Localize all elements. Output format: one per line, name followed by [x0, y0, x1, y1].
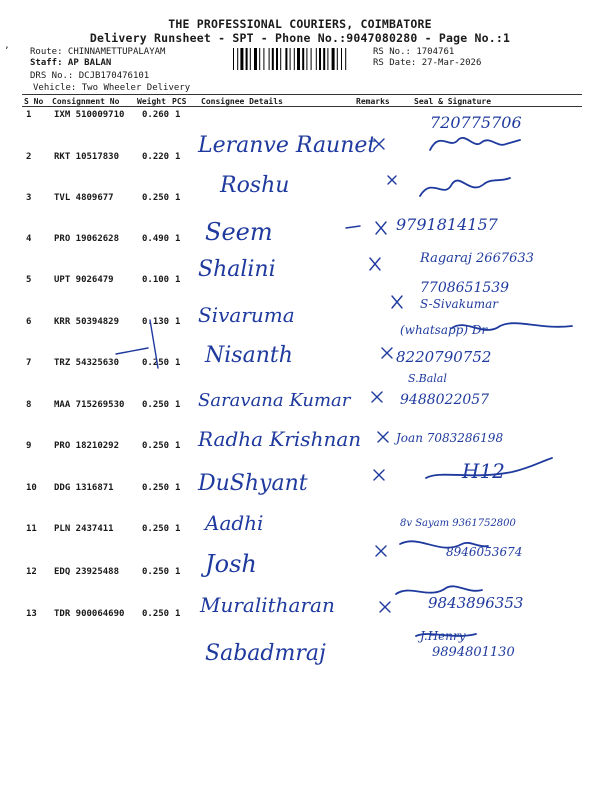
- handwritten-number: S-Sivakumar: [420, 297, 498, 311]
- row-consignment: MAA 715269530: [54, 400, 125, 410]
- row-sno: 1: [26, 110, 32, 120]
- row-weight: 0.220: [142, 152, 170, 162]
- table-row: [0, 567, 600, 607]
- table-row: [0, 234, 600, 274]
- row-consignment: PLN 2437411: [54, 524, 114, 534]
- table-row: [0, 193, 600, 233]
- handwritten-name: Sabadmraj: [205, 641, 326, 666]
- row-consignment: RKT 10517830: [54, 152, 120, 162]
- barcode-bar: [316, 48, 317, 70]
- row-pcs: 1: [175, 110, 181, 120]
- company-title: THE PROFESSIONAL COURIERS, COIMBATORE: [168, 17, 432, 31]
- row-consignment: TDR 900064690: [54, 609, 125, 619]
- handwritten-number: H12: [462, 459, 505, 483]
- row-sno: 3: [26, 193, 32, 203]
- row-weight: 0.100: [142, 275, 170, 285]
- handwritten-name: Muralitharan: [200, 593, 335, 617]
- row-sno: 11: [26, 524, 37, 534]
- barcode-bar: [259, 48, 260, 70]
- table-row: [0, 441, 600, 481]
- barcode-bar: [319, 48, 321, 70]
- col-consignment: Consignment No: [52, 97, 120, 106]
- row-sno: 9: [26, 441, 32, 451]
- row-weight: 0.130: [142, 317, 170, 327]
- row-weight: 0.490: [142, 234, 170, 244]
- row-pcs: 1: [175, 609, 181, 619]
- handwritten-name: Aadhi: [205, 511, 264, 535]
- row-pcs: 1: [175, 400, 181, 410]
- row-consignment: TRZ 54325630: [54, 358, 120, 368]
- barcode-bar: [263, 48, 264, 70]
- handwritten-number: 9894801130: [432, 645, 515, 660]
- staff-label: Staff: AP BALAN: [30, 58, 112, 68]
- handwritten-number: J.Henry: [420, 629, 466, 643]
- row-consignment: UPT 9026479: [54, 275, 114, 285]
- drs-label: DRS No.: DCJB170476101: [30, 71, 150, 81]
- handwritten-name: Roshu: [220, 173, 290, 198]
- handwritten-name: Saravana Kumar: [198, 390, 351, 411]
- row-pcs: 1: [175, 524, 181, 534]
- col-consignee: Consignee Details: [201, 97, 283, 106]
- handwritten-name: DuShyant: [198, 471, 308, 496]
- handwritten-number: 7708651539: [420, 280, 510, 296]
- handwritten-name: Seem: [205, 218, 273, 246]
- table-row: [0, 110, 600, 150]
- row-weight: 0.250: [142, 524, 170, 534]
- handwritten-number: 9791814157: [396, 215, 498, 234]
- rs-number: RS No.: 1704761: [373, 47, 455, 57]
- barcode-bar: [269, 48, 270, 70]
- handwritten-name: Leranve Raunet: [198, 133, 377, 158]
- handwritten-number: 9843896353: [428, 594, 524, 612]
- barcode-bar: [276, 48, 278, 70]
- row-pcs: 1: [175, 483, 181, 493]
- col-weight: Weight: [137, 97, 166, 106]
- barcode-bar: [345, 48, 346, 70]
- table-row: [0, 358, 600, 398]
- handwritten-number: 8946053674: [446, 545, 523, 559]
- row-sno: 6: [26, 317, 32, 327]
- barcode-bar: [246, 48, 248, 70]
- row-consignment: IXM 510009710: [54, 110, 125, 120]
- row-weight: 0.250: [142, 609, 170, 619]
- handwritten-name: Shalini: [198, 257, 276, 282]
- row-consignment: TVL 4809677: [54, 193, 114, 203]
- handwritten-number: Ragaraj 2667633: [420, 251, 534, 266]
- handwritten-number: 720775706: [430, 113, 522, 132]
- table-row: [0, 524, 600, 564]
- row-weight: 0.250: [142, 483, 170, 493]
- row-pcs: 1: [175, 567, 181, 577]
- row-pcs: 1: [175, 317, 181, 327]
- barcode-bar: [297, 48, 300, 70]
- handwritten-name: Sivaruma: [198, 303, 295, 327]
- row-sno: 10: [26, 483, 37, 493]
- route-label: Route: CHINNAMETTUPALAYAM: [30, 47, 166, 57]
- row-pcs: 1: [175, 275, 181, 285]
- row-consignment: PRO 18210292: [54, 441, 120, 451]
- barcode-bar: [311, 48, 312, 70]
- runsheet-subtitle: Delivery Runsheet - SPT - Phone No.:9047080280 - Page No.:1: [89, 31, 511, 45]
- col-sno: S No: [24, 97, 44, 106]
- handwritten-number: (whatsapp) Dr: [400, 323, 488, 337]
- barcode-bar: [306, 48, 307, 70]
- row-pcs: 1: [175, 193, 181, 203]
- handwritten-name: Nisanth: [205, 343, 293, 368]
- barcode-bar: [285, 48, 287, 70]
- row-pcs: 1: [175, 441, 181, 451]
- table-row: [0, 483, 600, 523]
- barcode-bar: [294, 48, 295, 70]
- row-sno: 7: [26, 358, 32, 368]
- table-row: [0, 317, 600, 357]
- row-weight: 0.250: [142, 441, 170, 451]
- handwritten-name: Radha Krishnan: [198, 427, 362, 451]
- barcode-bar: [233, 48, 234, 70]
- barcode-bar: [280, 48, 281, 70]
- row-weight: 0.250: [142, 193, 170, 203]
- handwritten-name: Josh: [205, 550, 257, 578]
- row-weight: 0.250: [142, 358, 170, 368]
- barcode-bar: [341, 48, 342, 70]
- header-bottom-rule: [22, 106, 582, 107]
- row-pcs: 1: [175, 234, 181, 244]
- barcode-bar: [302, 48, 304, 70]
- row-consignment: DDG 1316871: [54, 483, 114, 493]
- vehicle-label: Vehicle: Two Wheeler Delivery: [33, 83, 191, 93]
- barcode-bar: [254, 48, 257, 70]
- barcode-bar: [237, 48, 238, 70]
- barcode-bar: [272, 48, 274, 70]
- row-sno: 12: [26, 567, 37, 577]
- rs-date: RS Date: 27-Mar-2026: [373, 58, 482, 68]
- handwritten-number: 8v Sayam 9361752800: [400, 518, 516, 529]
- row-sno: 8: [26, 400, 32, 410]
- tick-mark: ʼ: [4, 46, 10, 56]
- handwritten-number: 8220790752: [396, 348, 492, 366]
- col-pcs: PCS: [172, 97, 187, 106]
- barcode-bar: [332, 48, 335, 70]
- table-row: [0, 152, 600, 192]
- header-top-rule: [22, 94, 582, 95]
- barcode-bar: [337, 48, 338, 70]
- barcode-image: [233, 48, 369, 70]
- barcode-bar: [327, 48, 328, 70]
- barcode-bar: [323, 48, 325, 70]
- row-pcs: 1: [175, 152, 181, 162]
- row-consignment: PRO 19062628: [54, 234, 120, 244]
- table-row: [0, 275, 600, 315]
- row-pcs: 1: [175, 358, 181, 368]
- row-weight: 0.250: [142, 400, 170, 410]
- handwritten-number: 9488022057: [400, 392, 490, 408]
- barcode-bar: [240, 48, 243, 70]
- col-seal: Seal & Signature: [414, 97, 492, 106]
- row-weight: 0.260: [142, 110, 170, 120]
- row-sno: 2: [26, 152, 32, 162]
- table-row: [0, 400, 600, 440]
- row-sno: 4: [26, 234, 32, 244]
- row-sno: 5: [26, 275, 32, 285]
- col-remarks: Remarks: [356, 97, 390, 106]
- row-weight: 0.250: [142, 567, 170, 577]
- row-consignment: KRR 50394829: [54, 317, 120, 327]
- row-consignment: EDQ 23925488: [54, 567, 120, 577]
- table-row: [0, 609, 600, 649]
- handwritten-number: Joan 7083286198: [396, 431, 504, 445]
- barcode-bar: [250, 48, 251, 70]
- row-sno: 13: [26, 609, 37, 619]
- handwritten-number: S.Balal: [408, 372, 447, 385]
- barcode-bar: [290, 48, 291, 70]
